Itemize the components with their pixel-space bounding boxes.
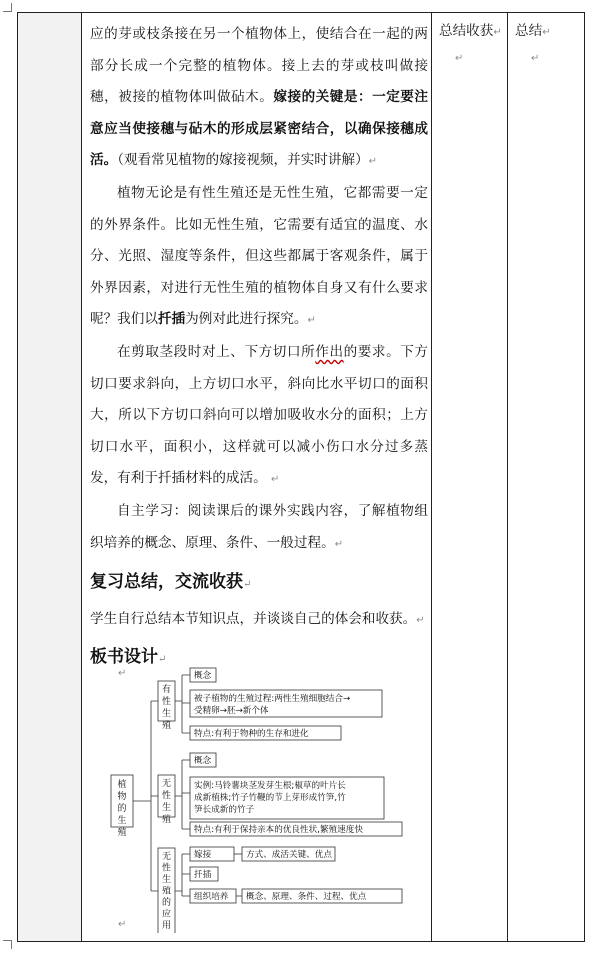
diagram-item-text: 嫁接 (194, 850, 212, 860)
diagram-item-text: 特点:有利于物种的生存和进化 (194, 729, 309, 739)
paragraph-cutting-requirements: 在剪取茎段时对上、下方切口所作出的要求。下方切口要求斜向，上方切口水平，斜向比水平切口的面积大，所以下方切口斜向可以增加吸收水分的面积；上方切口水平，面积小，这样就可以减小伤口水分过多蒸发，有利于扦插材料的成活。 ↵ (90, 343, 429, 487)
diagram-item-text: 概念 (194, 671, 212, 681)
summary-cell: 总结↵ (515, 23, 551, 39)
heading-review-summary: 复习总结，交流收获↵ (90, 572, 252, 593)
diagram-group-label: 有性生殖 (161, 685, 172, 731)
column-divider (431, 13, 432, 941)
diagram-item-text: 概念 (194, 756, 212, 766)
paragraph-mark: ↵ (531, 53, 540, 64)
blackboard-diagram (106, 663, 406, 933)
paragraph-mark: ↵ (118, 668, 127, 679)
diagram-item-text: 扦插 (194, 870, 212, 880)
column-divider (81, 13, 82, 941)
corner-mark-top-left (3, 3, 12, 12)
teaching-content-cell (90, 19, 428, 678)
diagram-connector (175, 760, 190, 829)
diagram-connector (175, 675, 190, 733)
diagram-root-label: 植物的生殖 (117, 780, 127, 838)
column-divider (507, 13, 508, 941)
diagram-group-label: 无性生殖的应用 (161, 852, 172, 931)
diagram-item-text: 被子植物的生殖过程:两性生殖细胞结合→受精卵→胚→新个体 (194, 694, 351, 716)
paragraph-self-study: 自主学习：阅读课后的课外实践内容，了解植物组织培养的概念、原理、条件、一般过程。↵ (90, 502, 428, 551)
paragraph-external-conditions: 植物无论是有性生殖还是无性生殖，它都需要一定的外界条件。比如无性生殖，它需要有适宜的温度、水分、光照、湿度等条件，但这些都属于客观条件，属于外界因素，对进行无性生殖的植物体自身又有什么要求呢？我们以扦插为例对此进行探究。↵ (90, 184, 428, 328)
paragraph-student-summary: 学生自行总结本节知识点，并谈谈自己的体会和收获。↵ (90, 611, 425, 628)
diagram-item-text: 特点:有利于保持亲本的优良性状,繁殖速度快 (194, 825, 363, 835)
heading-blackboard-design: 板书设计↵ (90, 646, 167, 667)
paragraph-mark: ↵ (455, 53, 464, 64)
paragraph-mark: ↵ (118, 919, 127, 930)
corner-mark-bottom-left (3, 940, 12, 949)
paragraph-grafting: 应的芽或枝条接在另一个植物体上，使结合在一起的两部分长成一个完整的植物体。接上去的芽或枝叫做接穗，被接的植物体叫做砧木。嫁接的关键是：一定要注意应当使接穗与砧木的形成层紧密结合，以确保接穗成活。（观看常见植物的嫁接视频，并实时讲解）↵ (90, 26, 428, 169)
lesson-table (17, 12, 585, 942)
summary-harvest-cell: 总结收获↵ (439, 23, 502, 39)
diagram-item-text: 组织培养 (194, 892, 229, 902)
diagram-item-text: 实例:马铃薯块茎发芽生根;椒草的叶片长成新植株;竹子竹鞭的节上芽形成竹笋,竹笋长成新的竹子 (194, 781, 346, 815)
diagram-group-label: 无性生殖 (161, 779, 172, 825)
table-column-shaded (18, 13, 81, 941)
diagram-connector (175, 854, 190, 896)
diagram-item-text: 方式、成活关键、优点 (246, 850, 332, 860)
diagram-item-text: 概念、原理、条件、过程、优点 (246, 892, 367, 902)
diagram-connector (133, 701, 158, 891)
